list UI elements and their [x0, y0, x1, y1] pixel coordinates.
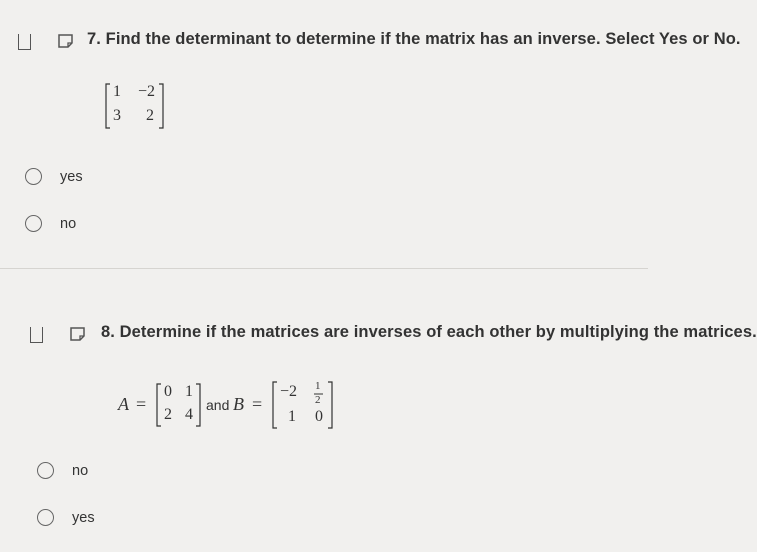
q8-bookmark-icon[interactable]: [30, 327, 43, 343]
fraction-numerator: 1: [315, 380, 321, 392]
matrix-cell: 1: [113, 83, 121, 100]
option-label: no: [60, 215, 77, 232]
radio-button[interactable]: [25, 215, 42, 232]
matrix-cell: −2: [138, 83, 156, 100]
matrix-a: [155, 382, 203, 428]
q8-note-icon[interactable]: [70, 327, 85, 341]
equals-sign: =: [136, 394, 147, 414]
matrix-b-label: B: [233, 394, 244, 414]
q8-title: 8. Determine if the matrices are inverses of each other by multiplying the matrices.: [101, 323, 757, 341]
matrix-b: [271, 380, 335, 430]
radio-button[interactable]: [37, 509, 54, 526]
q8-option-yes[interactable]: [37, 509, 95, 526]
fraction-denominator: 2: [315, 394, 321, 406]
matrix-cell: 0: [315, 408, 323, 425]
q7-note-icon[interactable]: [58, 34, 73, 48]
option-label: yes: [60, 168, 83, 185]
matrix-cell: 2: [146, 107, 154, 124]
matrix-cell: 1: [288, 408, 296, 425]
q7-bookmark-icon[interactable]: [18, 34, 31, 50]
q8-option-no[interactable]: [37, 462, 88, 479]
matrix-cell: −2: [280, 383, 298, 400]
q7-matrix: [104, 82, 166, 130]
matrix-cell: 0: [164, 383, 172, 400]
and-text: and: [206, 397, 230, 413]
q7-title: 7. Find the determinant to determine if the matrix has an inverse. Select Yes or No.: [87, 30, 741, 48]
matrix-cell: 2: [164, 406, 172, 423]
equals-sign: =: [252, 394, 263, 414]
question-divider: [0, 268, 648, 269]
q7-option-no[interactable]: [25, 215, 76, 232]
radio-button[interactable]: [37, 462, 54, 479]
option-label: yes: [72, 509, 95, 526]
q7-option-yes[interactable]: [25, 168, 83, 185]
radio-button[interactable]: [25, 168, 42, 185]
option-label: no: [72, 462, 89, 479]
matrix-a-label: A: [118, 394, 129, 414]
matrix-cell: 1: [185, 383, 193, 400]
matrix-cell: 3: [113, 107, 121, 124]
matrix-cell: 4: [185, 406, 193, 423]
